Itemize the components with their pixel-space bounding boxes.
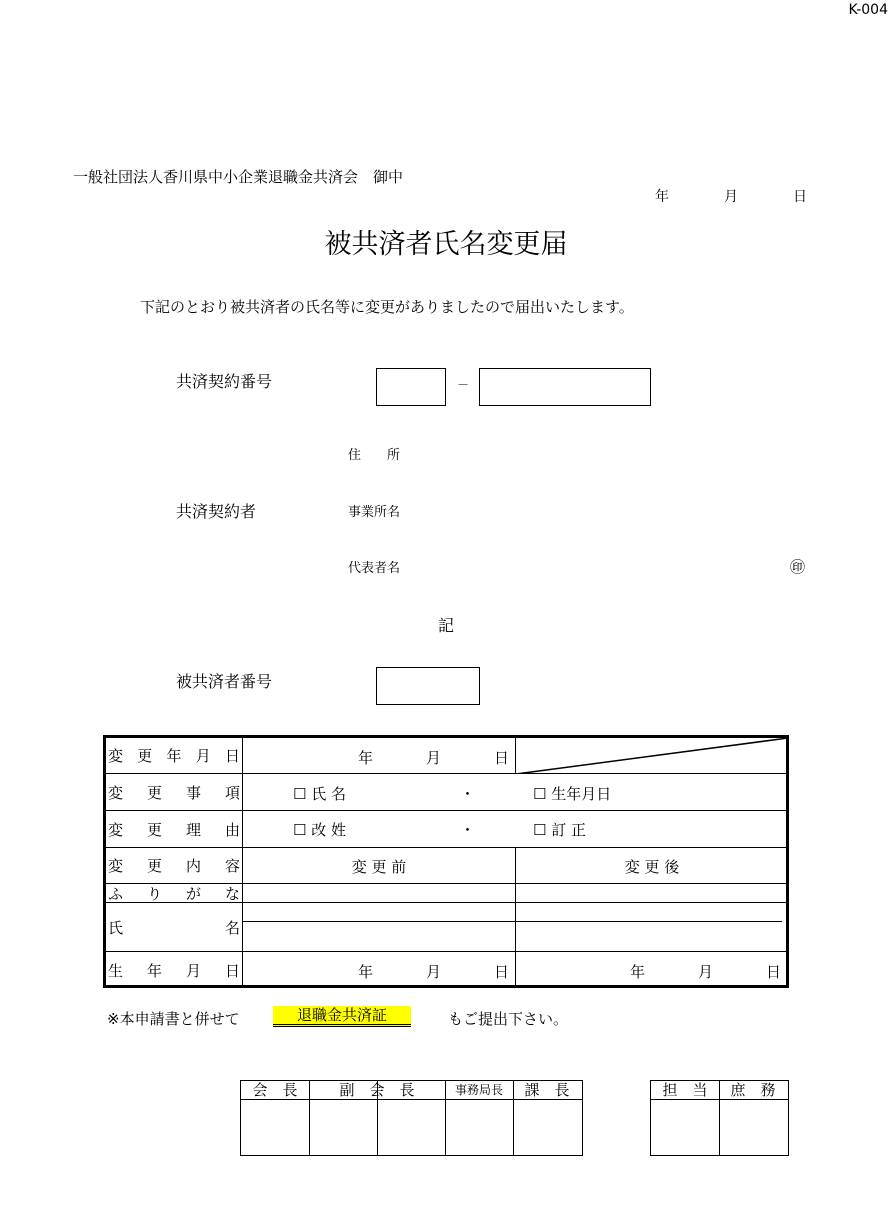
diagonal-slash — [516, 738, 788, 774]
staff-header-tanto: 担 当 — [662, 1081, 708, 1099]
label-char: 更 — [137, 747, 153, 765]
row-change-item-label — [108, 774, 240, 810]
change-table — [103, 735, 789, 988]
row-birthdate-label — [108, 952, 240, 988]
label-char: 由 — [224, 820, 240, 839]
option-birthdate-checkbox[interactable]: ☐ 生年月日 — [533, 785, 612, 803]
label-char: 日 — [224, 961, 240, 980]
before-birth-year: 年 — [358, 963, 374, 981]
label-char: 変 — [108, 747, 124, 765]
approval-table — [240, 1080, 583, 1156]
document-code: K-004 — [848, 2, 888, 18]
row-name-label — [108, 903, 240, 951]
label-char: が — [185, 884, 201, 903]
row-change-date-label — [108, 738, 240, 773]
approval-header-vice-chairman: 副 会 長 — [339, 1081, 415, 1099]
label-char: な — [224, 884, 240, 903]
label-char: 月 — [185, 961, 201, 980]
label-char: 日 — [224, 747, 240, 765]
before-birth-day: 日 — [494, 963, 510, 981]
label-char: 理 — [185, 820, 201, 839]
label-char: 氏 — [108, 918, 124, 937]
date-month: 月 — [724, 189, 738, 205]
addressee: 一般社団法人香川県中小企業退職金共済会 御中 — [73, 168, 404, 186]
note-suffix: もご提出下さい。 — [448, 1010, 569, 1028]
representative-label: 代表者名 — [348, 561, 401, 576]
separator-dot: ・ — [460, 821, 476, 839]
label-char: 事 — [185, 783, 201, 802]
label-char: 項 — [224, 783, 240, 802]
contractor-label: 共済契約者 — [176, 502, 257, 521]
row-change-content-label — [108, 848, 240, 883]
note-highlight: 退職金共済証 — [273, 1006, 411, 1027]
label-char: ふ — [108, 884, 124, 903]
name-inner-rule — [243, 921, 782, 922]
label-char: 変 — [108, 820, 124, 839]
change-date-day: 日 — [494, 749, 510, 767]
before-birth-month: 月 — [426, 963, 442, 981]
label-char: 年 — [166, 747, 182, 765]
label-char: 名 — [224, 918, 240, 937]
option-kaisei-checkbox[interactable]: ☐ 改 姓 — [293, 821, 346, 839]
after-birth-month: 月 — [698, 963, 714, 981]
before-header: 変 更 前 — [351, 858, 407, 876]
after-birth-year: 年 — [630, 963, 646, 981]
insured-number-box[interactable] — [376, 667, 480, 705]
label-char: 生 — [108, 961, 124, 980]
contract-number-dash: － — [457, 378, 470, 392]
separator-dot: ・ — [460, 785, 476, 803]
intro-text: 下記のとおり被共済者の氏名等に変更がありましたので届出いたします。 — [140, 298, 634, 316]
staff-header-shomu: 庶 務 — [730, 1081, 776, 1099]
approval-header-chairman: 会 長 — [252, 1081, 298, 1099]
label-char: 更 — [146, 783, 162, 802]
label-char: 変 — [108, 857, 124, 875]
date-year: 年 — [655, 189, 669, 205]
note-prefix: ※本申請書と併せて — [107, 1010, 240, 1028]
row-change-reason-label — [108, 811, 240, 847]
contract-number-box-1[interactable] — [376, 368, 446, 406]
change-date-month: 月 — [426, 749, 442, 767]
contract-number-box-2[interactable] — [479, 368, 651, 406]
option-name-checkbox[interactable]: ☐ 氏 名 — [293, 785, 346, 803]
label-char: 容 — [224, 857, 240, 875]
change-date-year: 年 — [358, 749, 374, 767]
contract-number-label: 共済契約番号 — [176, 372, 273, 391]
label-char: 更 — [146, 857, 162, 875]
row-furigana-label — [108, 884, 240, 902]
ki-mark: 記 — [438, 616, 455, 635]
after-birth-day: 日 — [766, 963, 782, 981]
approval-header-section-chief: 課 長 — [524, 1081, 570, 1099]
approval-header-secretary-general: 事務局長 — [454, 1083, 503, 1097]
label-char: 更 — [146, 820, 162, 839]
label-char: 年 — [146, 961, 162, 980]
label-char: 内 — [185, 857, 201, 875]
label-char: り — [146, 884, 162, 903]
label-char: 月 — [195, 747, 211, 765]
date-day: 日 — [793, 189, 807, 205]
label-char: 変 — [108, 783, 124, 802]
page-title: 被共済者氏名変更届 — [324, 229, 568, 260]
option-teisei-checkbox[interactable]: ☐ 訂 正 — [533, 821, 586, 839]
address-label: 住 所 — [348, 448, 401, 463]
insured-number-label: 被共済者番号 — [176, 672, 273, 691]
after-header: 変 更 後 — [624, 858, 680, 876]
seal-mark: ㊞ — [790, 558, 806, 576]
office-name-label: 事業所名 — [348, 505, 401, 520]
staff-table — [650, 1080, 789, 1156]
